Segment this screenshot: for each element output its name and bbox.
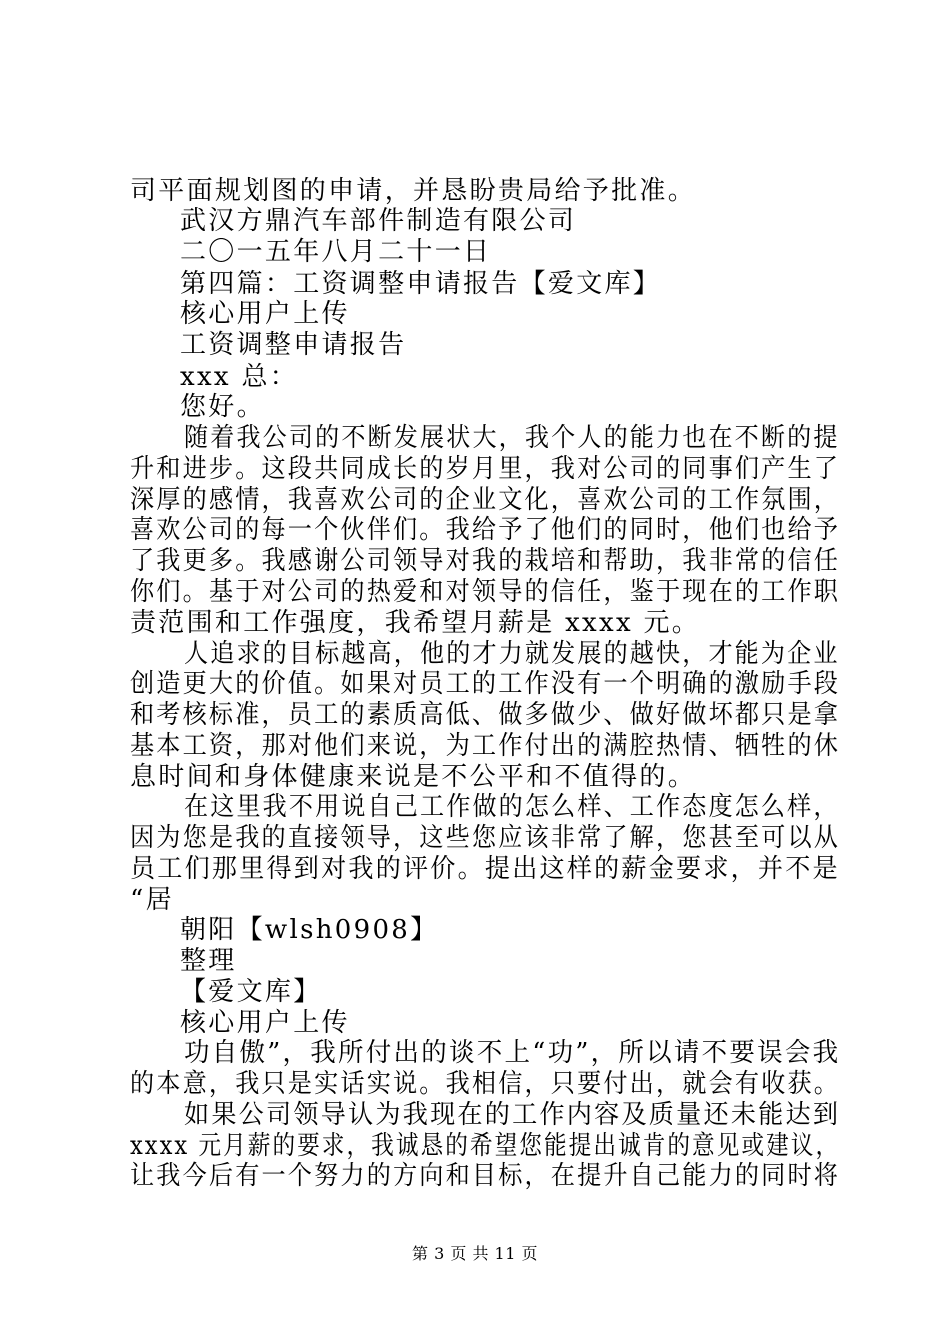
date-line: 二〇一五年八月二十一日 bbox=[180, 237, 492, 267]
text-line: 因为您是我的直接领导，这些您应该非常了解，您甚至可以从 bbox=[130, 823, 841, 853]
text-line: 员工们那里得到对我的评价。提出这样的薪金要求，并不是 bbox=[130, 854, 840, 884]
text-line: 升和进步。这段共同成长的岁月里，我对公司的同事们产生了 bbox=[130, 454, 841, 484]
text-line: 喜欢公司的每一个伙伴们。我给予了他们的同时，他们也给予 bbox=[130, 515, 841, 545]
text-line: 【爱文库】 bbox=[180, 977, 322, 1007]
text-line: 在这里我不用说自己工作做的怎么样、工作态度怎么样， bbox=[184, 792, 840, 822]
salutation: xxx 总： bbox=[180, 362, 299, 392]
text-line: 朝阳【wlsh0908】 bbox=[180, 915, 439, 945]
text-line: 基本工资，那对他们来说，为工作付出的满腔热情、牺牲的休 bbox=[130, 731, 841, 761]
text-line: 随着我公司的不断发展状大，我个人的能力也在不断的提 bbox=[184, 423, 840, 453]
report-title: 工资调整申请报告 bbox=[180, 330, 407, 360]
text-line: “居 bbox=[130, 885, 174, 915]
text-line: 核心用户上传 bbox=[180, 299, 350, 329]
text-line: 息时间和身体健康来说是不公平和不值得的。 bbox=[130, 762, 697, 792]
text-line: 了我更多。我感谢公司领导对我的栽培和帮助，我非常的信任 bbox=[130, 546, 841, 576]
text-line: 创造更大的价值。如果对员工的工作没有一个明确的激励手段 bbox=[130, 669, 841, 699]
text-line: 你们。基于对公司的热爱和对领导的信任，鉴于现在的工作职 bbox=[130, 577, 841, 607]
page-footer: 第 3 页 共 11 页 bbox=[412, 1244, 538, 1263]
text-line: 人追求的目标越高，他的才力就发展的越快，才能为企业 bbox=[184, 639, 840, 669]
greeting: 您好。 bbox=[180, 392, 265, 422]
text-line: 如果公司领导认为我现在的工作内容及质量还未能达到 bbox=[184, 1100, 841, 1130]
text-line: 功自傲”，我所付出的谈不上“功”，所以请不要误会我 bbox=[184, 1038, 841, 1068]
text-line: 让我今后有一个努力的方向和目标，在提升自己能力的同时将 bbox=[130, 1161, 841, 1191]
text-line: xxxx 元月薪的要求，我诚恳的希望您能提出诚肯的意见或建议， bbox=[130, 1131, 841, 1161]
text-line: 司平面规划图的申请，并恳盼贵局给予批准。 bbox=[130, 176, 697, 206]
company-name: 武汉方鼎汽车部件制造有限公司 bbox=[180, 206, 577, 236]
text-line: 整理 bbox=[180, 946, 237, 976]
text-line: 核心用户上传 bbox=[180, 1008, 350, 1038]
text-line: 和考核标准，员工的素质高低、做多做少、做好做坏都只是拿 bbox=[130, 700, 841, 730]
text-line: 责范围和工作强度，我希望月薪是 xxxx 元。 bbox=[130, 608, 701, 638]
text-line: 深厚的感情，我喜欢公司的企业文化，喜欢公司的工作氛围， bbox=[130, 485, 841, 515]
section-title: 第四篇：工资调整申请报告【爱文库】 bbox=[180, 269, 662, 299]
text-line: 的本意，我只是实话实说。我相信，只要付出，就会有收获。 bbox=[130, 1069, 841, 1099]
